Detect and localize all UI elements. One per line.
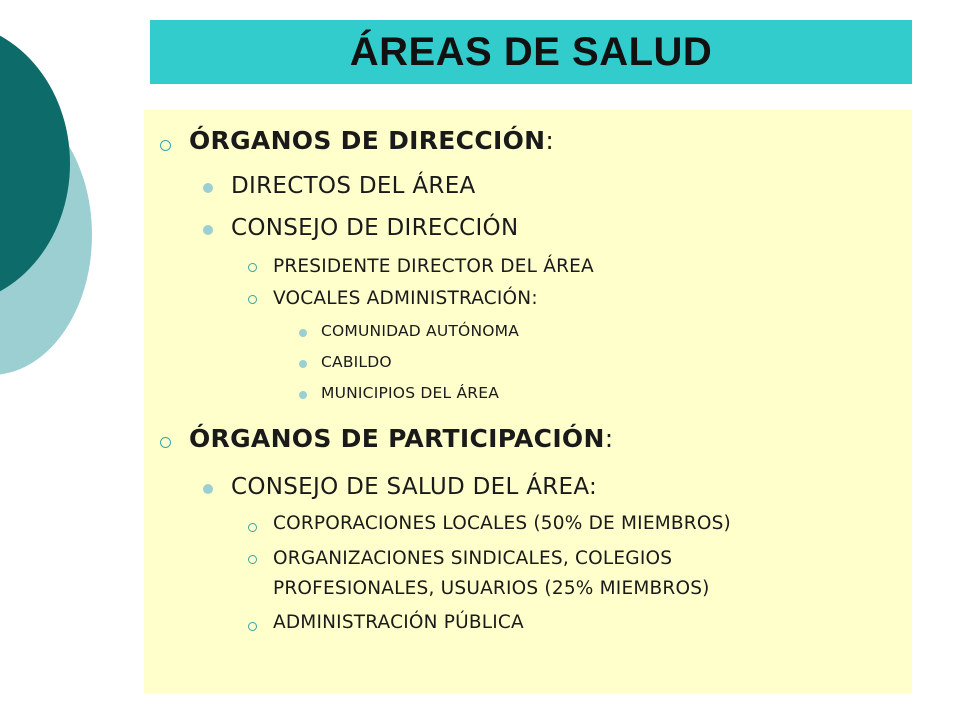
section-heading-text: ÓRGANOS DE DIRECCIÓN [189, 126, 546, 155]
ring-bullet-icon [248, 295, 257, 304]
section-heading-participacion [189, 424, 613, 453]
ring-bullet-icon [248, 622, 257, 631]
content-panel [144, 110, 912, 693]
dot-bullet-icon [299, 391, 307, 399]
ring-bullet-icon [248, 263, 257, 272]
list-item: COMUNIDAD AUTÓNOMA [321, 322, 520, 340]
dot-bullet-icon [203, 225, 213, 235]
section-heading-colon: : [604, 424, 614, 453]
ring-bullet-icon [160, 140, 171, 151]
list-item: DIRECTOS DEL ÁREA [231, 173, 476, 199]
dot-bullet-icon [299, 360, 307, 368]
dot-bullet-icon [203, 183, 213, 193]
dot-bullet-icon [203, 484, 213, 494]
list-item: CORPORACIONES LOCALES (50% DE MIEMBROS) [273, 513, 731, 534]
section-heading-text: ÓRGANOS DE PARTICIPACIÓN [189, 424, 605, 453]
dot-bullet-icon [299, 329, 307, 337]
ring-bullet-icon [248, 523, 257, 532]
section-heading-colon: : [545, 126, 555, 155]
list-item: MUNICIPIOS DEL ÁREA [321, 384, 500, 402]
ring-bullet-icon [160, 437, 171, 448]
list-item: CONSEJO DE DIRECCIÓN [231, 215, 519, 241]
list-item: ADMINISTRACIÓN PÚBLICA [273, 612, 524, 633]
list-item: PRESIDENTE DIRECTOR DEL ÁREA [273, 256, 594, 277]
list-item-line: PROFESIONALES, USUARIOS (25% MIEMBROS) [273, 578, 710, 599]
list-item: VOCALES ADMINISTRACIÓN: [273, 288, 538, 309]
section-heading-direccion [189, 126, 554, 155]
title-bar [150, 20, 912, 84]
list-item: CONSEJO DE SALUD DEL ÁREA: [231, 474, 598, 500]
list-item-line: ORGANIZACIONES SINDICALES, COLEGIOS [273, 548, 673, 569]
slide-title: ÁREAS DE SALUD [349, 29, 713, 74]
ring-bullet-icon [248, 555, 257, 564]
list-item [273, 544, 710, 604]
list-item: CABILDO [321, 353, 392, 371]
